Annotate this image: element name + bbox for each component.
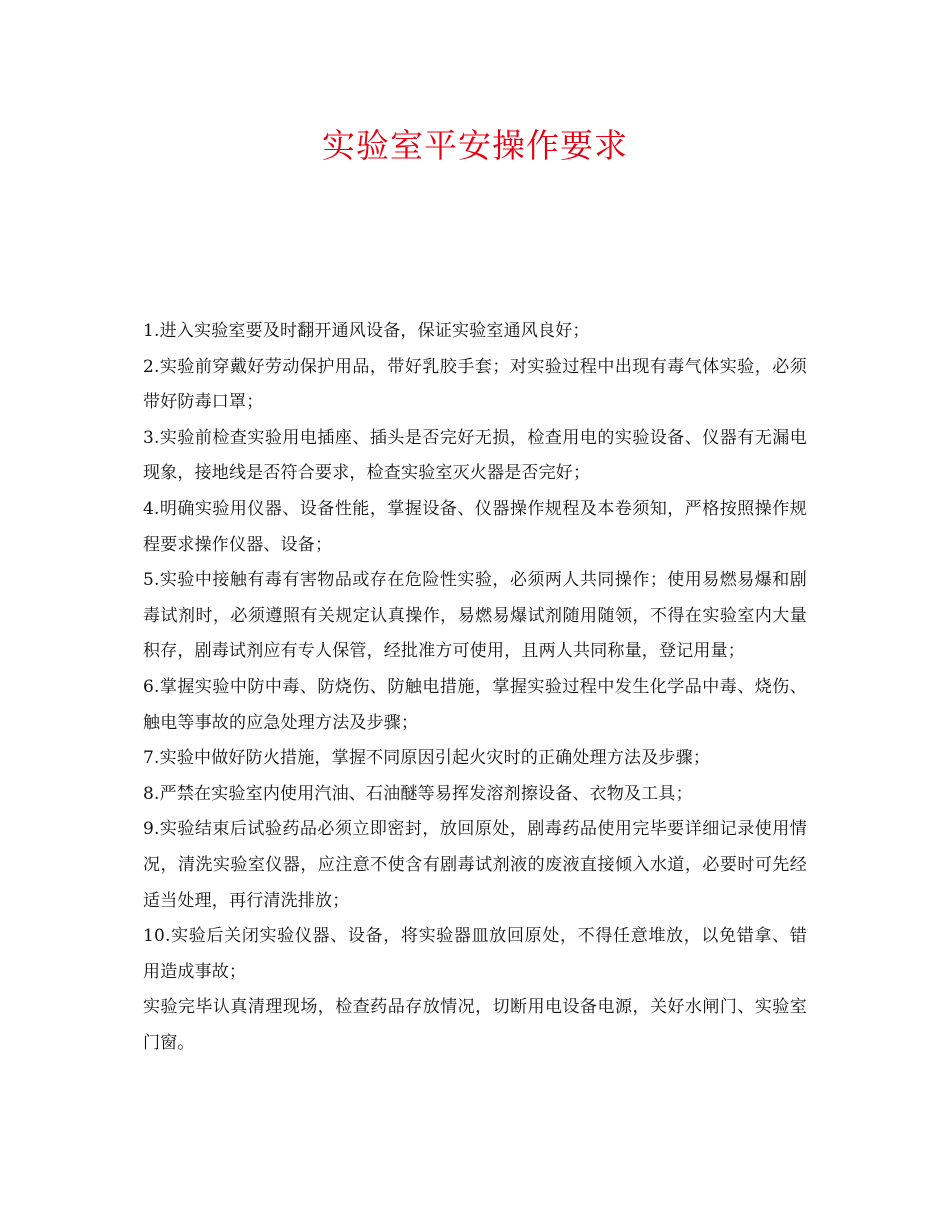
- paragraph-5: 5.实验中接触有毒有害物品或存在危险性实验，必须两人共同操作；使用易燃易爆和剧毒试剂时，必须遵照有关规定认真操作，易燃易爆试剂随用随领，不得在实验室内大量积存，剧毒试剂应有专人保管，经批准方可使用，且两人共同称量，登记用量；: [143, 570, 807, 662]
- paragraph-1: 1.进入实验室要及时翻开通风设备，保证实验室通风良好；: [143, 321, 590, 341]
- document-body: [143, 314, 807, 1061]
- paragraph-7: 7.实验中做好防火措施，掌握不同原因引起火灾时的正确处理方法及步骤；: [143, 748, 711, 769]
- paragraph-10: 10.实验后关闭实验仪器、设备，将实验器皿放回原处，不得任意堆放，以免错拿、错用造成事故；: [143, 926, 807, 982]
- paragraph-2: 2.实验前穿戴好劳动保护用品，带好乳胶手套；对实验过程中出现有毒气体实验，必须带好防毒口罩；: [143, 356, 807, 413]
- paragraph-9: 9.实验结束后试验药品必须立即密封，放回原处，剧毒药品使用完毕要详细记录使用情况，清洗实验室仪器，应注意不使含有剧毒试剂液的废液直接倾入水道，必要时可先经适当处理，再行清洗排放；: [143, 819, 807, 911]
- paragraph-closing: 实验完毕认真清理现场，检查药品存放情况，切断用电设备电源，关好水闸门、实验室门窗。: [143, 997, 807, 1053]
- document-title: 实验室平安操作要求: [322, 126, 628, 165]
- paragraph-6: 6.掌握实验中防中毒、防烧伤、防触电措施，掌握实验过程中发生化学品中毒、烧伤、触电等事故的应急处理方法及步骤；: [143, 676, 807, 733]
- paragraph-3: 3.实验前检查实验用电插座、插头是否完好无损，检查用电的实验设备、仪器有无漏电现象，接地线是否符合要求，检查实验室灭火器是否完好；: [143, 427, 807, 484]
- paragraph-8: 8.严禁在实验室内使用汽油、石油醚等易挥发溶剂擦设备、衣物及工具；: [143, 783, 693, 804]
- paragraph-4: 4.明确实验用仪器、设备性能，掌握设备、仪器操作规程及本卷须知，严格按照操作规程要求操作仪器、设备；: [143, 498, 807, 555]
